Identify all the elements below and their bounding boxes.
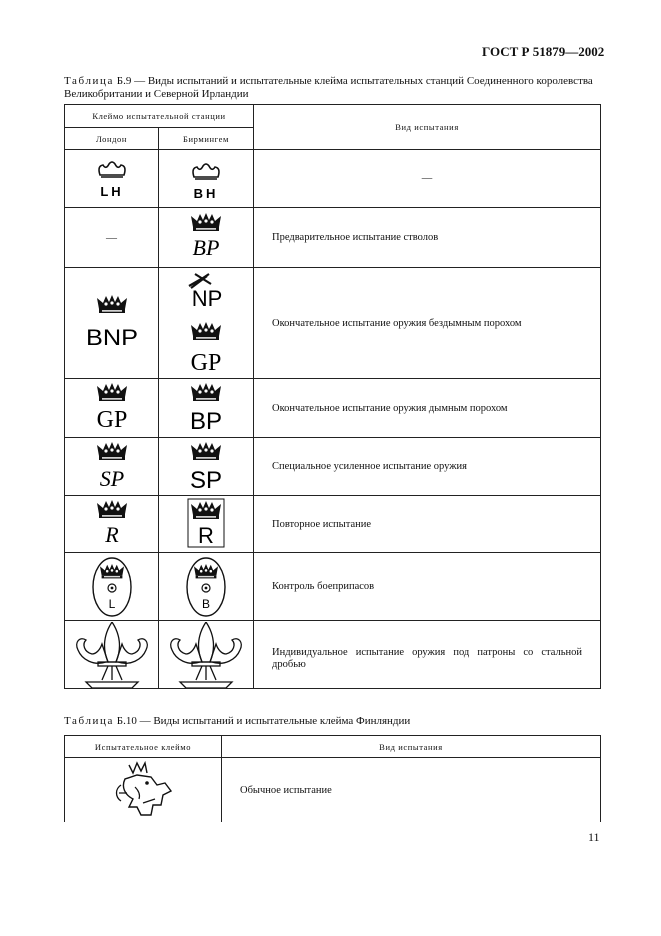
stamp-letters: R bbox=[104, 522, 119, 547]
oval-crown-rose-icon bbox=[185, 556, 227, 618]
oval-crown-rose-icon bbox=[91, 556, 133, 618]
table-row bbox=[65, 758, 601, 823]
stamp-letters: GP bbox=[96, 407, 127, 433]
caption-text: Б.9 — Виды испытаний и испытательные клейма испытательных станций Соединенного королевства Великобритании и Северной Ирландии bbox=[64, 75, 593, 100]
birmingham-mark bbox=[159, 438, 254, 496]
crown-icon bbox=[92, 440, 132, 494]
london-mark bbox=[65, 438, 159, 496]
london-mark bbox=[65, 268, 159, 379]
table-row bbox=[65, 496, 601, 553]
birmingham-mark bbox=[159, 208, 254, 268]
birmingham-mark bbox=[159, 553, 254, 621]
crown-icon bbox=[92, 158, 132, 200]
london-mark bbox=[65, 379, 159, 438]
birmingham-mark bbox=[159, 379, 254, 438]
london-mark: — bbox=[65, 208, 159, 268]
lion-head-icon bbox=[111, 759, 175, 821]
stamp-letters: BP bbox=[192, 234, 220, 260]
table-row bbox=[65, 621, 601, 689]
birmingham-mark bbox=[159, 496, 254, 553]
page-number: 11 bbox=[588, 830, 600, 844]
caption-prefix: Таблица bbox=[64, 715, 114, 727]
crossed-arms-icon bbox=[181, 270, 231, 376]
crown-icon bbox=[186, 158, 226, 200]
stamp-letters: R bbox=[198, 523, 214, 548]
col-test-header: Вид испытания bbox=[254, 105, 601, 150]
table-10 bbox=[64, 735, 601, 822]
table-9-caption bbox=[64, 75, 600, 101]
stamp-letters: L bbox=[108, 596, 115, 611]
test-type: Предварительное испытание стволов bbox=[254, 208, 601, 268]
col-mark-header: Испытательное клеймо bbox=[65, 736, 222, 758]
test-type: Окончательное испытание оружия бездымным порохом bbox=[254, 268, 601, 379]
test-type: Специальное усиленное испытание оружия bbox=[254, 438, 601, 496]
stamp-letters: BNP bbox=[85, 325, 138, 350]
test-type: — bbox=[254, 150, 601, 208]
london-mark bbox=[65, 553, 159, 621]
test-type: Индивидуальное испытание оружия под патроны со стальной дробью bbox=[254, 621, 601, 689]
birmingham-mark bbox=[159, 150, 254, 208]
crown-icon bbox=[184, 440, 228, 494]
table-row bbox=[65, 438, 601, 496]
crown-icon bbox=[92, 381, 132, 435]
test-type: Окончательное испытание оружия дымным порохом bbox=[254, 379, 601, 438]
col-birmingham-header: Бирмингем bbox=[159, 128, 254, 150]
crown-icon bbox=[184, 381, 228, 435]
stamp-letters: B bbox=[201, 596, 211, 611]
table-row bbox=[65, 268, 601, 379]
london-mark bbox=[65, 150, 159, 208]
framed-crown-icon bbox=[186, 498, 226, 550]
crown-icon bbox=[82, 293, 142, 353]
table-row bbox=[65, 379, 601, 438]
table-row bbox=[65, 150, 601, 208]
stamp-letters: NP bbox=[191, 286, 223, 311]
stamp-letters: SP bbox=[99, 465, 124, 491]
london-mark bbox=[65, 621, 159, 689]
birmingham-mark bbox=[159, 268, 254, 379]
test-type: Повторное испытание bbox=[254, 496, 601, 553]
test-type: Контроль боеприпасов bbox=[254, 553, 601, 621]
table-row bbox=[65, 208, 601, 268]
col-group-header: Клеймо испытательной станции bbox=[65, 105, 254, 128]
fleur-de-lis-icon bbox=[72, 622, 152, 688]
crown-icon bbox=[186, 211, 226, 265]
caption-text: Б.10 — Виды испытаний и испытательные клейма Финляндии bbox=[116, 715, 411, 727]
fleur-de-lis-icon bbox=[166, 622, 246, 688]
caption-prefix: Таблица bbox=[64, 75, 114, 87]
crown-icon bbox=[92, 498, 132, 550]
stamp-letters: LH bbox=[99, 183, 124, 199]
document-code: ГОСТ Р 51879—2002 bbox=[482, 44, 605, 59]
col-test-header: Вид испытания bbox=[222, 736, 601, 758]
finland-mark bbox=[65, 758, 222, 823]
test-type: Обычное испытание bbox=[222, 758, 601, 823]
table-10-caption bbox=[64, 715, 600, 728]
stamp-letters: GP bbox=[190, 350, 222, 376]
london-mark bbox=[65, 496, 159, 553]
table-row bbox=[65, 553, 601, 621]
table-9 bbox=[64, 104, 601, 689]
stamp-letters: BP bbox=[189, 408, 223, 435]
birmingham-mark bbox=[159, 621, 254, 689]
col-london-header: Лондон bbox=[65, 128, 159, 150]
stamp-letters: SP bbox=[189, 466, 223, 494]
stamp-letters: BH bbox=[193, 185, 219, 200]
